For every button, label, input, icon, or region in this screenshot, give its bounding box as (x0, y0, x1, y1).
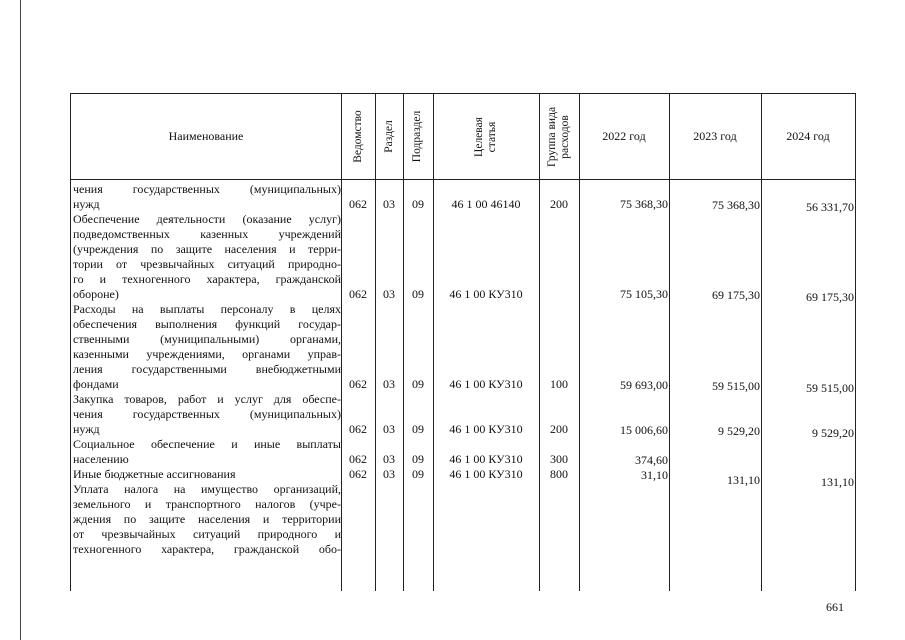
row-section: 03 (383, 422, 395, 436)
page-left-rule (20, 0, 21, 640)
name-line: Иные бюджетные ассигнования (73, 467, 236, 481)
name-line: обеспечения выполнения функций государ- (73, 317, 341, 331)
row-subsection: 09 (412, 467, 424, 481)
row-target: 46 1 00 КУ310 (449, 377, 523, 391)
row-subsection: 09 (412, 377, 424, 391)
row-y2022: 75 368,30 (620, 197, 668, 211)
budget-table (70, 93, 856, 591)
name-line: чения государственных (муниципальных) (73, 182, 341, 196)
row-dept: 062 (349, 422, 367, 436)
row-section: 03 (383, 452, 395, 466)
row-y2024: 131,10 (821, 475, 854, 489)
row-subsection: 09 (412, 287, 424, 301)
row-section: 03 (383, 377, 395, 391)
row-group: 200 (550, 197, 568, 211)
row-section: 03 (383, 197, 395, 211)
row-target: 46 1 00 КУ310 (449, 467, 523, 481)
row-section: 03 (383, 467, 395, 481)
name-line: от чрезвычайных ситуаций природного и (73, 527, 341, 541)
name-line: ждения по защите населения и территории (73, 512, 341, 526)
name-line: ственными (муниципальными) органами, (73, 332, 341, 346)
row-y2024: 9 529,20 (812, 426, 854, 440)
name-line: тории от чрезвычайных ситуаций природно- (73, 257, 341, 271)
header-target: Целевая статья (473, 116, 498, 157)
name-line: населению (73, 452, 129, 466)
row-y2023: 75 368,30 (712, 198, 760, 212)
header-rule (71, 179, 855, 180)
row-y2022: 75 105,30 (620, 287, 668, 301)
name-line: казенными учреждениями, органами управ- (73, 347, 341, 361)
row-group: 300 (550, 452, 568, 466)
row-y2024: 59 515,00 (806, 381, 854, 395)
row-dept: 062 (349, 467, 367, 481)
header-subsection: Подраздел (411, 110, 424, 163)
row-target: 46 1 00 КУ310 (449, 452, 523, 466)
name-line: Социальное обеспечение и иные выплаты (73, 437, 341, 451)
name-line: Обеспечение деятельности (оказание услуг) (73, 212, 341, 226)
header-year-2022: 2022 год (602, 129, 646, 143)
header-expense-group: Группа вида расходов (546, 106, 572, 167)
name-line: обороне) (73, 287, 119, 301)
row-dept: 062 (349, 377, 367, 391)
name-line: Закупка товаров, работ и услуг для обеспе- (73, 392, 341, 406)
row-dept: 062 (349, 287, 367, 301)
row-target: 46 1 00 46140 (451, 197, 521, 211)
row-y2023: 59 515,00 (712, 379, 760, 393)
name-line: подведомственных казенных учреждений (73, 227, 341, 241)
row-y2024: 69 175,30 (806, 290, 854, 304)
row-section: 03 (383, 287, 395, 301)
name-line: чения государственных (муниципальных) (73, 407, 341, 421)
header-dept: Ведомство (351, 110, 364, 163)
row-y2024: 56 331,70 (806, 200, 854, 214)
row-y2022: 31,10 (641, 468, 668, 482)
row-group: 100 (550, 377, 568, 391)
row-y2023: 131,10 (727, 473, 760, 487)
name-line: Расходы на выплаты персоналу в целях (73, 302, 341, 316)
name-line: земельного и транспортного налогов (учре- (73, 497, 341, 511)
row-y2023: 69 175,30 (712, 288, 760, 302)
row-y2022: 59 693,00 (620, 378, 668, 392)
name-line: Уплата налога на имущество организаций, (73, 482, 341, 496)
row-y2023: 9 529,20 (718, 424, 760, 438)
header-year-2024: 2024 год (786, 129, 830, 143)
row-subsection: 09 (412, 452, 424, 466)
row-group: 200 (550, 422, 568, 436)
name-line: нужд (73, 197, 100, 211)
row-subsection: 09 (412, 422, 424, 436)
name-line: го и техногенного характера, гражданской (73, 272, 341, 286)
name-line: ления государственными внебюджетными (73, 362, 341, 376)
row-dept: 062 (349, 452, 367, 466)
row-target: 46 1 00 КУ310 (449, 422, 523, 436)
name-line: (учреждения по защите населения и терри- (73, 242, 341, 256)
header-section: Раздел (382, 120, 395, 153)
name-line: нужд (73, 422, 100, 436)
row-subsection: 09 (412, 197, 424, 211)
row-group: 800 (550, 467, 568, 481)
row-y2022: 15 006,60 (620, 423, 668, 437)
name-line: фондами (73, 377, 119, 391)
header-year-2023: 2023 год (693, 129, 737, 143)
header-name: Наименование (168, 129, 244, 143)
row-y2022: 374,60 (635, 453, 668, 467)
page-number: 661 (826, 600, 844, 614)
name-line: техногенного характера, гражданской обо- (73, 542, 341, 556)
row-target: 46 1 00 КУ310 (449, 287, 523, 301)
row-dept: 062 (349, 197, 367, 211)
